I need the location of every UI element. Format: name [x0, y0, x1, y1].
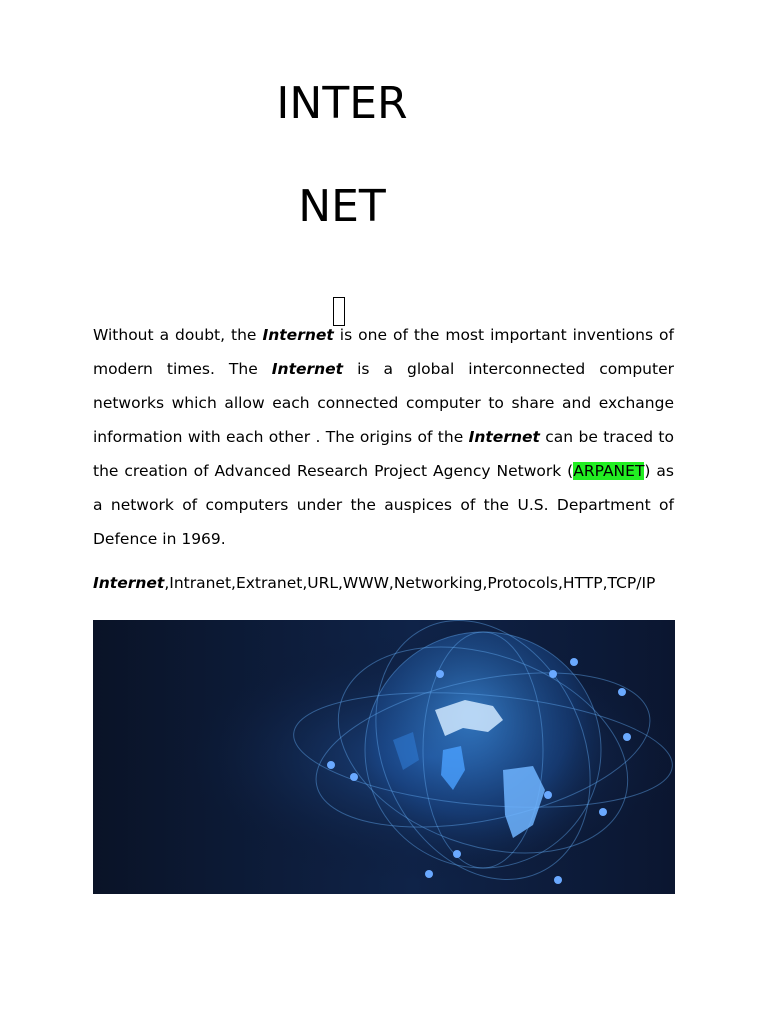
- globe-network-image: [93, 620, 675, 894]
- title-line-2: NET: [298, 181, 386, 232]
- body-text: Without a doubt, the: [93, 326, 263, 344]
- arpanet-highlight: ARPANET: [573, 462, 645, 480]
- keyword-internet: Internet: [271, 360, 344, 378]
- keyword-lead: Internet: [93, 574, 165, 592]
- keywords-line: [93, 572, 693, 594]
- keyword-list: ,Intranet,Extranet,URL,WWW,Networking,Protocols,HTTP,TCP/IP: [164, 574, 656, 592]
- intro-paragraph: [93, 318, 674, 556]
- body-text: can be traced to the creation of Advanced Research Project Agency Network (: [93, 428, 674, 480]
- title-line-1: INTER: [276, 78, 408, 129]
- keyword-internet: Internet: [468, 428, 540, 446]
- body-text: ) as a network of computers under the auspices of the U.S. Department of Defence in 1969.: [93, 462, 674, 548]
- keyword-internet: Internet: [262, 326, 334, 344]
- body-text: is a global interconnected computer networks which allow each connected computer to share and exchange information with each other . The origins of the: [93, 360, 674, 446]
- body-text: is one of the most important inventions of modern times. The: [93, 326, 674, 378]
- globe-network-illustration: [93, 620, 675, 894]
